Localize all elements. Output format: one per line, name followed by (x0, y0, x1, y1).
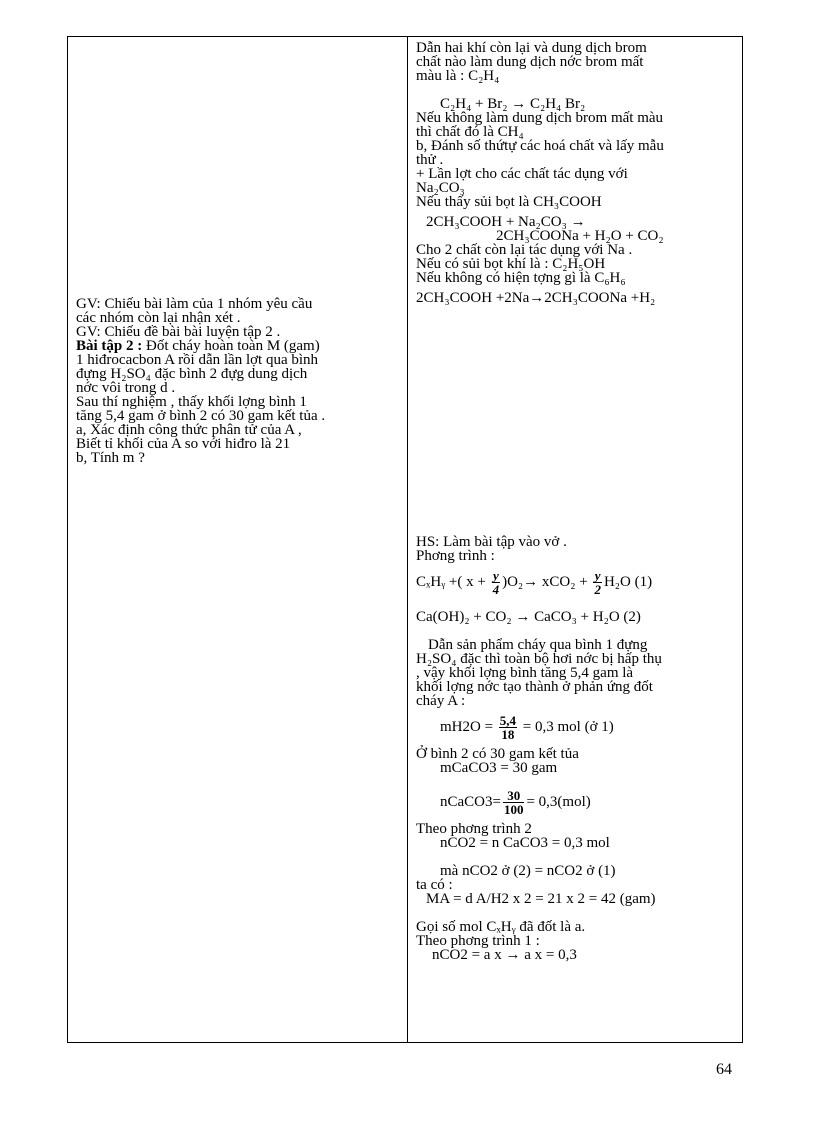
text-line: tăng 5,4 gam ở bình 2 có 30 gam kết tủa . (76, 408, 326, 424)
text-line: Theo phơng trình 1 : (416, 933, 540, 949)
equation: 2CH₃COOH +2Na→2CH₃COONa +H₂ (416, 290, 656, 306)
text-line: Nếu không làm dung dịch brom mất màu (416, 110, 664, 126)
text-line: Gọi số mol CₓHᵧ đã đốt là a. (416, 919, 586, 935)
text-line: HS: Làm bài tập vào vở . (416, 534, 567, 550)
text-line: Sau thí nghiệm , thấy khối lợng bình 1 (76, 394, 307, 410)
text-line: b, Đánh số thứtự các hoá chất và lấy mẫu (416, 138, 664, 154)
fraction (492, 569, 501, 596)
eq-part: mH2O = (440, 718, 497, 735)
numerator: y (594, 568, 601, 583)
text-line: mCaCO3 = 30 gam (440, 760, 558, 776)
text-line: nớc vôi trong d . (76, 380, 176, 396)
exercise-text: Đốt cháy hoàn toàn M (gam) (142, 338, 320, 354)
teacher-column (68, 37, 408, 1043)
table-row (68, 37, 743, 1043)
exercise-heading (76, 339, 401, 353)
text-line: khối lợng nớc tạo thành ở phản ứng đốt (416, 679, 653, 695)
text-line: màu là : C₂H₄ (416, 68, 500, 84)
eq-part: = 0,3(mol) (526, 793, 591, 810)
numerator: y (492, 568, 499, 583)
moles-caco3 (416, 789, 736, 816)
text-line: H₂SO₄ đặc thì toàn bộ hơi nớc bị hấp thụ (416, 651, 662, 667)
exercise-label: Bài tập 2 : (76, 338, 143, 354)
text-line: b, Tính m ? (76, 450, 145, 466)
text-line: nCO2 = n CaCO3 = 0,3 mol (440, 835, 610, 851)
eq-part: nCaCO3= (440, 793, 501, 810)
fraction (503, 789, 525, 816)
text-line: thử . (416, 152, 444, 168)
text-line: Dẫn hai khí còn lại và dung dịch brom (416, 40, 647, 56)
text-line: đựng H₂SO₄ đặc bình 2 đựg dung dịch (76, 366, 308, 382)
eq-part: CₓHᵧ +( x + (416, 573, 490, 590)
denominator: 4 (492, 582, 500, 597)
text-line: thì chất đó là CH₄ (416, 124, 524, 140)
text-line: nCO2 = a x → a x = 0,3 (432, 947, 577, 963)
text-line: , vậy khối lợng bình tăng 5,4 gam là (416, 665, 634, 681)
mass-water (416, 714, 736, 741)
text-line: Cho 2 chất còn lại tác dụng với Na . (416, 242, 633, 258)
text-line: Na₂CO₃ (416, 180, 465, 196)
denominator: 2 (594, 582, 601, 597)
text-line: a, Xác định công thức phân tử của A , (76, 422, 302, 438)
text-line: GV: Chiếu bài làm của 1 nhóm yêu cầu (76, 296, 313, 312)
text-line: Phơng trình : (416, 548, 495, 564)
lesson-table (67, 36, 743, 1043)
numerator: 30 (503, 789, 525, 803)
text-line: chất nào làm dung dịch nớc brom mất (416, 54, 644, 70)
text-line: ta có : (416, 877, 453, 893)
eq-part: H₂O (1) (603, 573, 653, 590)
combustion-equation (416, 569, 736, 596)
equation: 2CH₃COOH + Na₂CO₃ → (426, 214, 586, 230)
page-number: 64 (716, 1061, 732, 1078)
fraction (593, 569, 602, 596)
denominator: 100 (503, 802, 524, 817)
eq-part: )O₂→ xCO₂ + (502, 573, 592, 590)
equation: Ca(OH)₂ + CO₂ → CaCO₃ + H₂O (2) (416, 609, 641, 625)
numerator: 5,4 (499, 713, 517, 728)
answer-part-2 (416, 535, 736, 962)
fraction (499, 714, 517, 741)
text-line: Nếu thấy sủi bọt là CH₃COOH (416, 194, 602, 210)
text-line: Ở bình 2 có 30 gam kết tủa (416, 746, 579, 762)
answer-part-1 (416, 41, 736, 305)
denominator: 18 (501, 727, 515, 742)
text-line: Biết tỉ khối của A so với hiđro là 21 (76, 436, 291, 452)
teacher-notes (76, 297, 401, 465)
equation: C₂H₄ + Br₂ → C₂H₄ Br₂ (440, 96, 586, 112)
text-line: MA = d A/H2 x 2 = 21 x 2 = 42 (gam) (426, 891, 656, 907)
eq-part: = 0,3 mol (ở 1) (519, 718, 614, 735)
text-line: mà nCO2 ở (2) = nCO2 ở (1) (440, 863, 616, 879)
text-line: Nếu không có hiện tợng gì là C₆H₆ (416, 270, 626, 286)
text-line: Theo phơng trình 2 (416, 821, 532, 837)
text-line: GV: Chiếu đề bài bài luyện tập 2 . (76, 324, 281, 340)
text-line: các nhóm còn lại nhận xét . (76, 310, 241, 326)
student-column (408, 37, 743, 1043)
equation: 2CH₃COONa + H₂O + CO₂ (496, 228, 664, 244)
text-line: cháy A : (416, 693, 466, 709)
text-line: Dẫn sản phẩm cháy qua bình 1 đựng (428, 637, 648, 653)
text-line: + Lần lợt cho các chất tác dụng với (416, 166, 628, 182)
text-line: 1 hiđrocacbon A rồi dẫn lần lợt qua bình (76, 352, 319, 368)
text-line: Nếu có sủi bọt khí là : C₂H₅OH (416, 256, 606, 272)
